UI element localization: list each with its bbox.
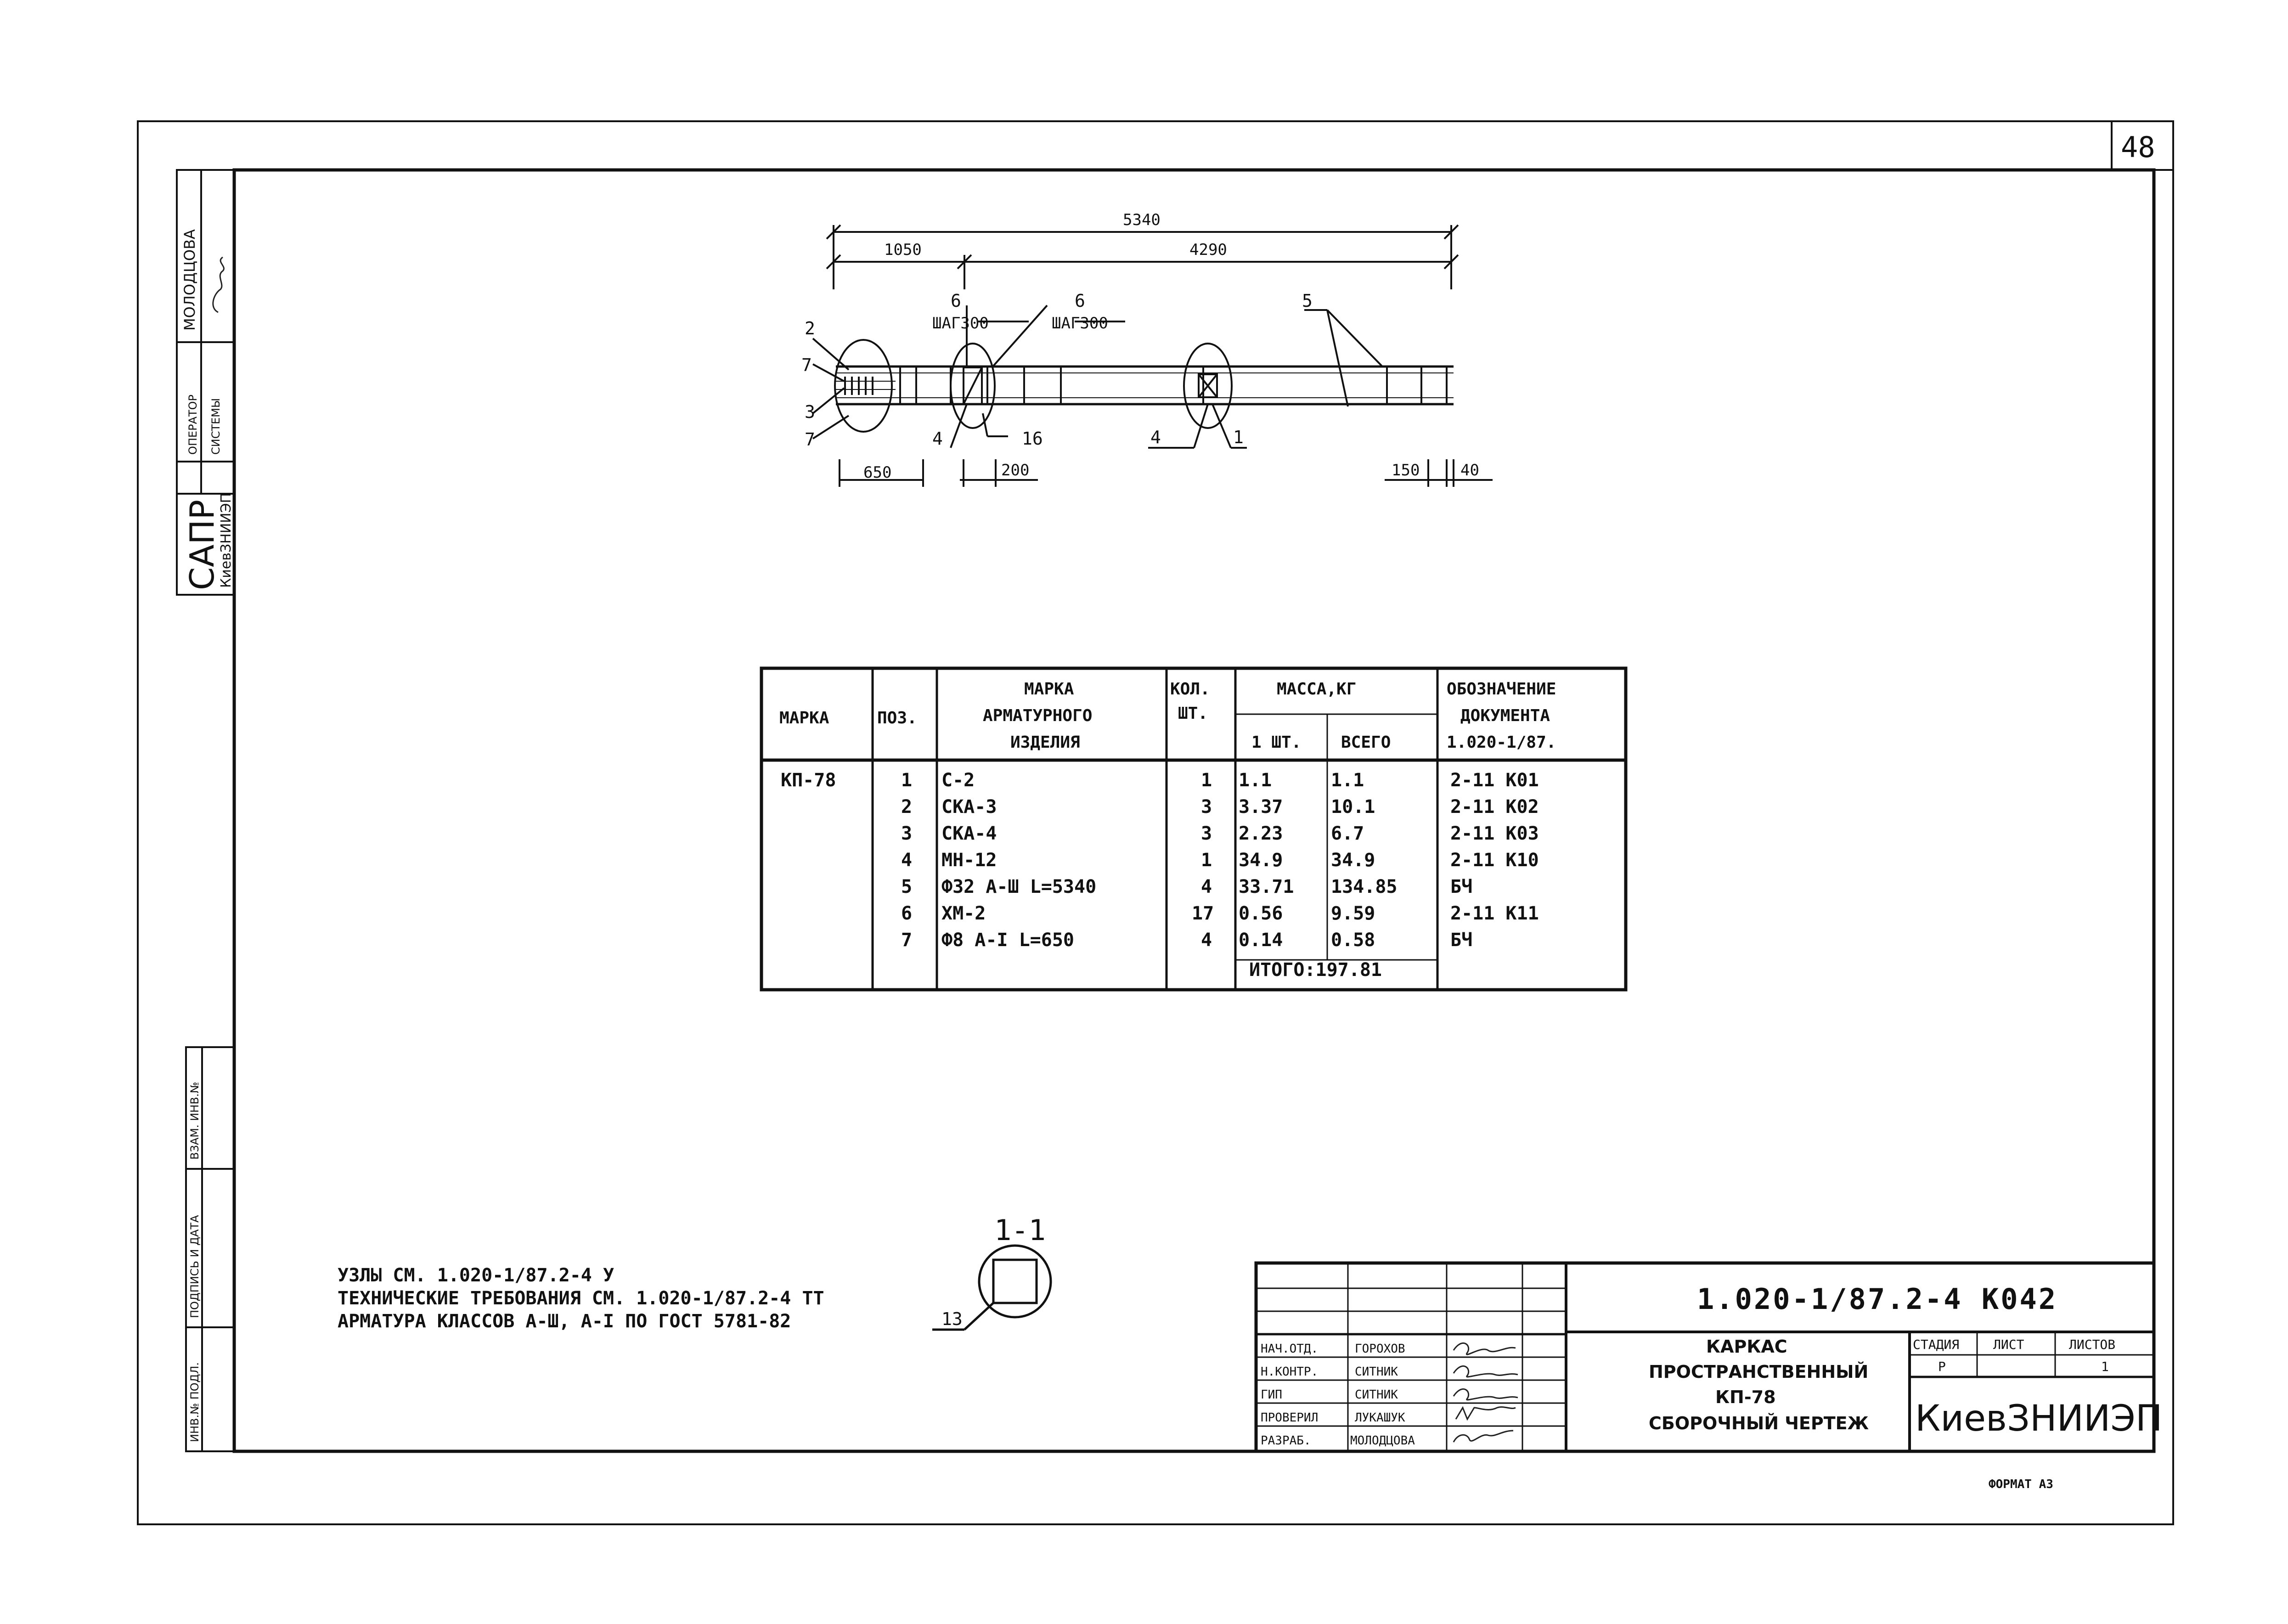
sign-role: ПРОВЕРИЛ — [1261, 1411, 1319, 1425]
spec-marka-value: КП-78 — [781, 770, 836, 791]
sheet-number: 48 — [2121, 130, 2155, 164]
row-poz: 2 — [901, 796, 913, 818]
row-qty: 3 — [1201, 796, 1212, 818]
pos-2: 2 — [805, 318, 815, 338]
stamp-system: СИСТЕМЫ — [209, 398, 222, 455]
row-qty: 1 — [1201, 850, 1212, 871]
sign-role: РАЗРАБ. — [1261, 1434, 1311, 1448]
sign-name: МОЛОДЦОВА — [1350, 1434, 1415, 1448]
title-l4: СБОРОЧНЫЙ ЧЕРТЕЖ — [1649, 1413, 1869, 1433]
section-label: 1-1 — [994, 1213, 1046, 1247]
row-doc: БЧ — [1450, 930, 1473, 951]
sign-role: НАЧ.ОТД. — [1261, 1342, 1319, 1356]
row-mass-total: 6.7 — [1331, 823, 1364, 844]
sheets-label: ЛИСТОВ — [2069, 1337, 2116, 1352]
pos-3: 3 — [805, 402, 815, 422]
hdr-mass-total: ВСЕГО — [1341, 733, 1391, 752]
dim-150: 150 — [1392, 461, 1420, 479]
dim-650: 650 — [863, 463, 892, 482]
row-qty: 4 — [1201, 876, 1212, 897]
stamp-operator: ОПЕРАТОР — [186, 394, 199, 455]
row-product: ХМ-2 — [941, 903, 986, 924]
sign-name: СИТНИК — [1355, 1388, 1398, 1402]
row-qty: 1 — [1201, 770, 1212, 791]
stamp-sapr: САПР — [183, 499, 221, 590]
title-l3: КП-78 — [1715, 1387, 1776, 1407]
row-product: СКА-3 — [941, 796, 997, 818]
row-mass-one: 34.9 — [1239, 850, 1283, 871]
pos-4b: 4 — [1150, 427, 1161, 447]
hdr-marka: МАРКА — [779, 709, 829, 727]
dim-40: 40 — [1460, 461, 1479, 479]
pos-6a: 6 — [951, 291, 961, 311]
hdr-doc-l2: ДОКУМЕНТА — [1460, 706, 1550, 725]
sign-name: СИТНИК — [1355, 1365, 1398, 1379]
row-doc: 2-11 К03 — [1450, 823, 1539, 844]
hdr-doc-l1: ОБОЗНАЧЕНИЕ — [1447, 680, 1556, 699]
format-note: ФОРМАТ А3 — [1989, 1477, 2053, 1491]
row-mass-one: 3.37 — [1239, 796, 1283, 818]
dim-total: 5340 — [1123, 211, 1161, 229]
stamp-inv-podl: ИНВ.№ ПОДЛ. — [188, 1362, 201, 1442]
dim-right: 4290 — [1189, 241, 1227, 259]
title-l1: КАРКАС — [1706, 1336, 1787, 1357]
doc-code: 1.020-1/87.2-4 К042 — [1697, 1282, 2058, 1316]
row-qty: 4 — [1201, 930, 1212, 951]
row-qty: 17 — [1192, 903, 1214, 924]
row-product: Ф32 А-Ш L=5340 — [941, 876, 1097, 897]
row-product: СКА-4 — [941, 823, 997, 844]
row-mass-one: 0.14 — [1239, 930, 1283, 951]
row-mass-one: 0.56 — [1239, 903, 1283, 924]
row-mass-total: 34.9 — [1331, 850, 1375, 871]
stamp-vzam: ВЗАМ. ИНВ.№ — [188, 1082, 201, 1160]
row-doc: 2-11 К02 — [1450, 796, 1539, 818]
step-a: ШАГ300 — [932, 314, 989, 333]
hdr-product-l2: АРМАТУРНОГО — [983, 706, 1093, 725]
pos-5: 5 — [1302, 291, 1313, 311]
row-qty: 3 — [1201, 823, 1212, 844]
pos-6b: 6 — [1075, 291, 1085, 311]
elevation-view — [813, 225, 1493, 487]
sheet-value: 1 — [2101, 1359, 2109, 1374]
row-doc: БЧ — [1450, 876, 1473, 897]
row-poz: 6 — [901, 903, 913, 924]
row-product: МН-12 — [941, 850, 997, 871]
row-poz: 7 — [901, 930, 913, 951]
hdr-doc-l3: 1.020-1/87. — [1447, 733, 1556, 752]
stage-value: Р — [1938, 1359, 1946, 1374]
row-mass-total: 1.1 — [1331, 770, 1364, 791]
dim-left: 1050 — [884, 241, 922, 259]
row-doc: 2-11 К10 — [1450, 850, 1539, 871]
spec-rows — [901, 770, 1539, 951]
row-poz: 5 — [901, 876, 913, 897]
pos-1: 1 — [1233, 427, 1244, 447]
dim-200: 200 — [1001, 461, 1030, 479]
row-mass-one: 33.71 — [1239, 876, 1294, 897]
sign-name: ЛУКАШУК — [1355, 1411, 1405, 1425]
sheet-label: ЛИСТ — [1993, 1337, 2024, 1352]
row-doc: 2-11 К01 — [1450, 770, 1539, 791]
row-product: Ф8 А-I L=650 — [941, 930, 1074, 951]
sign-role: ГИП — [1261, 1388, 1282, 1402]
note-1: УЗЛЫ СМ. 1.020-1/87.2-4 У — [338, 1265, 614, 1286]
step-b: ШАГ300 — [1052, 314, 1108, 333]
note-2: ТЕХНИЧЕСКИЕ ТРЕБОВАНИЯ СМ. 1.020-1/87.2-4 ТТ — [338, 1288, 824, 1309]
sign-name: ГОРОХОВ — [1355, 1342, 1405, 1356]
stamp-sign-date: ПОДПИСЬ И ДАТА — [188, 1215, 201, 1318]
hdr-qty-l1: КОЛ. — [1170, 680, 1210, 699]
stamp-name: МОЛОДЦОВА — [181, 229, 198, 331]
hdr-product-l1: МАРКА — [1024, 680, 1074, 699]
spec-total: ИТОГО:197.81 — [1249, 959, 1382, 981]
row-mass-total: 134.85 — [1331, 876, 1398, 897]
pos-16: 16 — [1022, 429, 1043, 449]
pos-7b: 7 — [805, 429, 815, 450]
hdr-poz: ПОЗ. — [877, 709, 917, 727]
pos-7a: 7 — [801, 355, 812, 375]
row-mass-one: 1.1 — [1239, 770, 1272, 791]
hdr-mass-one: 1 ШТ. — [1251, 733, 1302, 752]
sign-role: Н.КОНТР. — [1261, 1365, 1319, 1379]
row-poz: 1 — [901, 770, 913, 791]
hdr-mass: МАССА,КГ — [1277, 680, 1357, 699]
note-3: АРМАТУРА КЛАССОВ А-Ш, А-I ПО ГОСТ 5781-82 — [338, 1311, 791, 1332]
hdr-product-l3: ИЗДЕЛИЯ — [1010, 733, 1080, 752]
stamp-signature — [213, 257, 224, 312]
row-doc: 2-11 К11 — [1450, 903, 1539, 924]
handwritten-signatures — [1454, 1343, 1518, 1442]
row-mass-total: 0.58 — [1331, 930, 1375, 951]
title-org: КиевЗНИИЭП — [1915, 1398, 2163, 1439]
pos-4a: 4 — [932, 429, 943, 449]
stage-label: СТАДИЯ — [1913, 1337, 1960, 1352]
row-mass-total: 9.59 — [1331, 903, 1375, 924]
row-mass-total: 10.1 — [1331, 796, 1375, 818]
row-poz: 4 — [901, 850, 913, 871]
row-product: С-2 — [941, 770, 975, 791]
title-l2: ПРОСТРАНСТВЕННЫЙ — [1649, 1362, 1869, 1382]
row-poz: 3 — [901, 823, 913, 844]
stamp-org: КиевЗНИИЭП — [218, 492, 234, 588]
pos-13: 13 — [941, 1309, 963, 1329]
hdr-qty-l2: ШТ. — [1178, 704, 1208, 723]
row-mass-one: 2.23 — [1239, 823, 1283, 844]
